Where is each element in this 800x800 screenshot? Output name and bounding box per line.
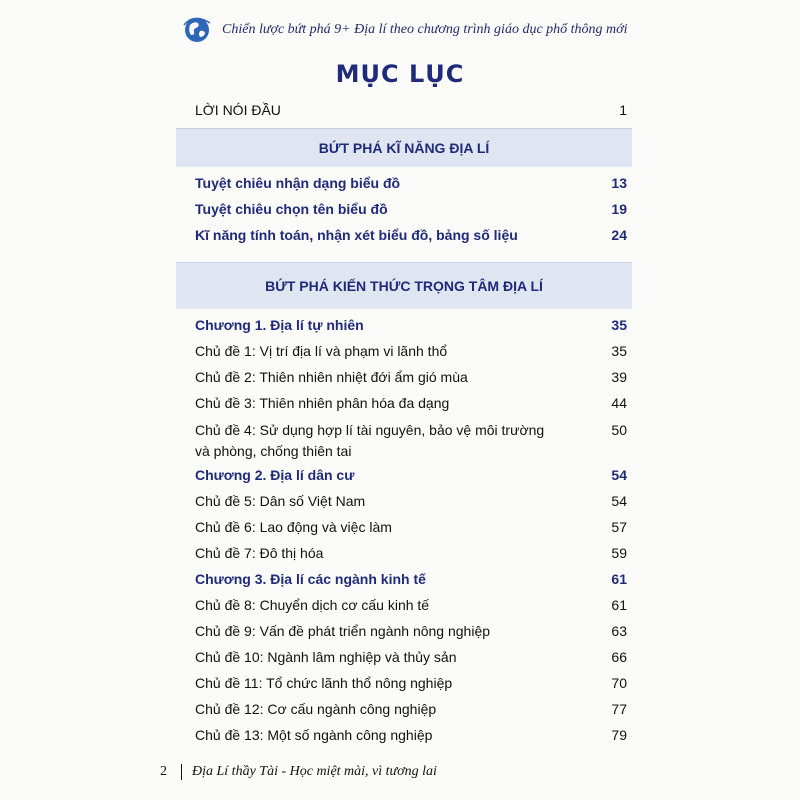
page-footer	[160, 762, 437, 782]
page-title: MỤC LỤC	[335, 60, 465, 88]
toc-topic-5[interactable]	[195, 493, 627, 509]
toc-chapter-2[interactable]	[195, 467, 627, 483]
toc-entry-label: LỜI NÓI ĐẦU	[195, 102, 281, 118]
toc-entry-label: Tuyệt chiêu nhận dạng biểu đồ	[195, 175, 401, 191]
toc-entry-label: Chủ đề 6: Lao động và việc làm	[195, 519, 392, 535]
toc-topic-8[interactable]	[195, 597, 627, 613]
toc-entry-label: Chủ đề 8: Chuyển dịch cơ cấu kinh tế	[195, 597, 430, 613]
toc-topic-4[interactable]	[195, 420, 627, 462]
toc-entry-page: 39	[611, 369, 627, 385]
footer-divider	[181, 764, 182, 780]
toc-entry-label: Chủ đề 2: Thiên nhiên nhiệt đới ẩm gió mùa	[195, 369, 468, 385]
toc-entry-page: 54	[611, 467, 627, 483]
toc-topic-9[interactable]	[195, 623, 627, 639]
toc-entry-page: 13	[611, 175, 627, 191]
toc-entry-page: 19	[611, 201, 627, 217]
toc-topic-13[interactable]	[195, 727, 627, 743]
toc-entry-page: 79	[611, 727, 627, 743]
toc-entry-page: 61	[611, 597, 627, 613]
toc-entry-skill-3[interactable]	[195, 227, 627, 243]
toc-topic-7[interactable]	[195, 545, 627, 561]
toc-topic-6[interactable]	[195, 519, 627, 535]
toc-entry-page: 1	[619, 102, 627, 118]
toc-entry-label: Chủ đề 9: Vấn đề phát triển ngành nông nghiệp	[195, 623, 491, 639]
toc-entry-label: Chủ đề 7: Đô thị hóa	[195, 545, 324, 561]
toc-topic-10[interactable]	[195, 649, 627, 665]
header-text: Chiến lược bứt phá 9+ Địa lí theo chương trình giáo dục phổ thông mới	[222, 22, 628, 37]
toc-chapter-3[interactable]	[195, 571, 627, 587]
toc-entry-label: Kĩ năng tính toán, nhận xét biểu đồ, bảng số liệu	[195, 227, 518, 243]
footer-page-number: 2	[160, 764, 167, 779]
toc-entry-label: Chương 1. Địa lí tự nhiên	[195, 317, 364, 333]
toc-entry-page: 50	[611, 422, 627, 438]
toc-entry-label: Chủ đề 3: Thiên nhiên phân hóa đa dạng	[195, 395, 450, 411]
toc-entry-label	[195, 420, 544, 462]
section-header-skills: BỨT PHÁ KĨ NĂNG ĐỊA LÍ	[176, 128, 632, 167]
section-header-knowledge: BỨT PHÁ KIẾN THỨC TRỌNG TÂM ĐỊA LÍ	[176, 262, 632, 309]
toc-entry-page: 63	[611, 623, 627, 639]
toc-entry-label: Chủ đề 11: Tổ chức lãnh thổ nông nghiệp	[195, 675, 453, 691]
toc-entry-label: Tuyệt chiêu chọn tên biểu đồ	[195, 201, 388, 217]
toc-entry-page: 24	[611, 227, 627, 243]
toc-entry-label: Chương 2. Địa lí dân cư	[195, 467, 355, 483]
footer-text: Địa Lí thầy Tài - Học miệt mài, vì tương lai	[192, 764, 437, 779]
toc-entry-page: 61	[611, 571, 627, 587]
toc-entry-page: 35	[611, 343, 627, 359]
toc-entry-label: Chủ đề 1: Vị trí địa lí và phạm vi lãnh thổ	[195, 343, 448, 359]
toc-entry-page: 66	[611, 649, 627, 665]
toc-entry-page: 59	[611, 545, 627, 561]
toc-entry-label: Chủ đề 12: Cơ cấu ngành công nghiệp	[195, 701, 437, 717]
globe-icon	[180, 13, 214, 47]
toc-topic-12[interactable]	[195, 701, 627, 717]
toc-entry-label: Chủ đề 5: Dân số Việt Nam	[195, 493, 366, 509]
toc-entry-label: Chủ đề 10: Ngành lâm nghiệp và thủy sản	[195, 649, 457, 665]
toc-topic-1[interactable]	[195, 343, 627, 359]
toc-entry-preface[interactable]	[195, 102, 627, 118]
toc-entry-page: 54	[611, 493, 627, 509]
toc-entry-label-line2: và phòng, chống thiên tai	[195, 443, 352, 459]
toc-entry-skill-2[interactable]	[195, 201, 627, 217]
toc-topic-11[interactable]	[195, 675, 627, 691]
toc-topic-3[interactable]	[195, 395, 627, 411]
toc-entry-label: Chương 3. Địa lí các ngành kinh tế	[195, 571, 426, 587]
toc-entry-page: 77	[611, 701, 627, 717]
toc-entry-page: 35	[611, 317, 627, 333]
toc-entry-page: 44	[611, 395, 627, 411]
toc-entry-page: 57	[611, 519, 627, 535]
page-header	[180, 10, 628, 50]
toc-entry-label: Chủ đề 13: Một số ngành công nghiệp	[195, 727, 433, 743]
toc-entry-skill-1[interactable]	[195, 175, 627, 191]
toc-entry-page: 70	[611, 675, 627, 691]
toc-topic-2[interactable]	[195, 369, 627, 385]
toc-chapter-1[interactable]	[195, 317, 627, 333]
toc-entry-label-line1: Chủ đề 4: Sử dụng hợp lí tài nguyên, bảo vệ môi trường	[195, 422, 545, 438]
